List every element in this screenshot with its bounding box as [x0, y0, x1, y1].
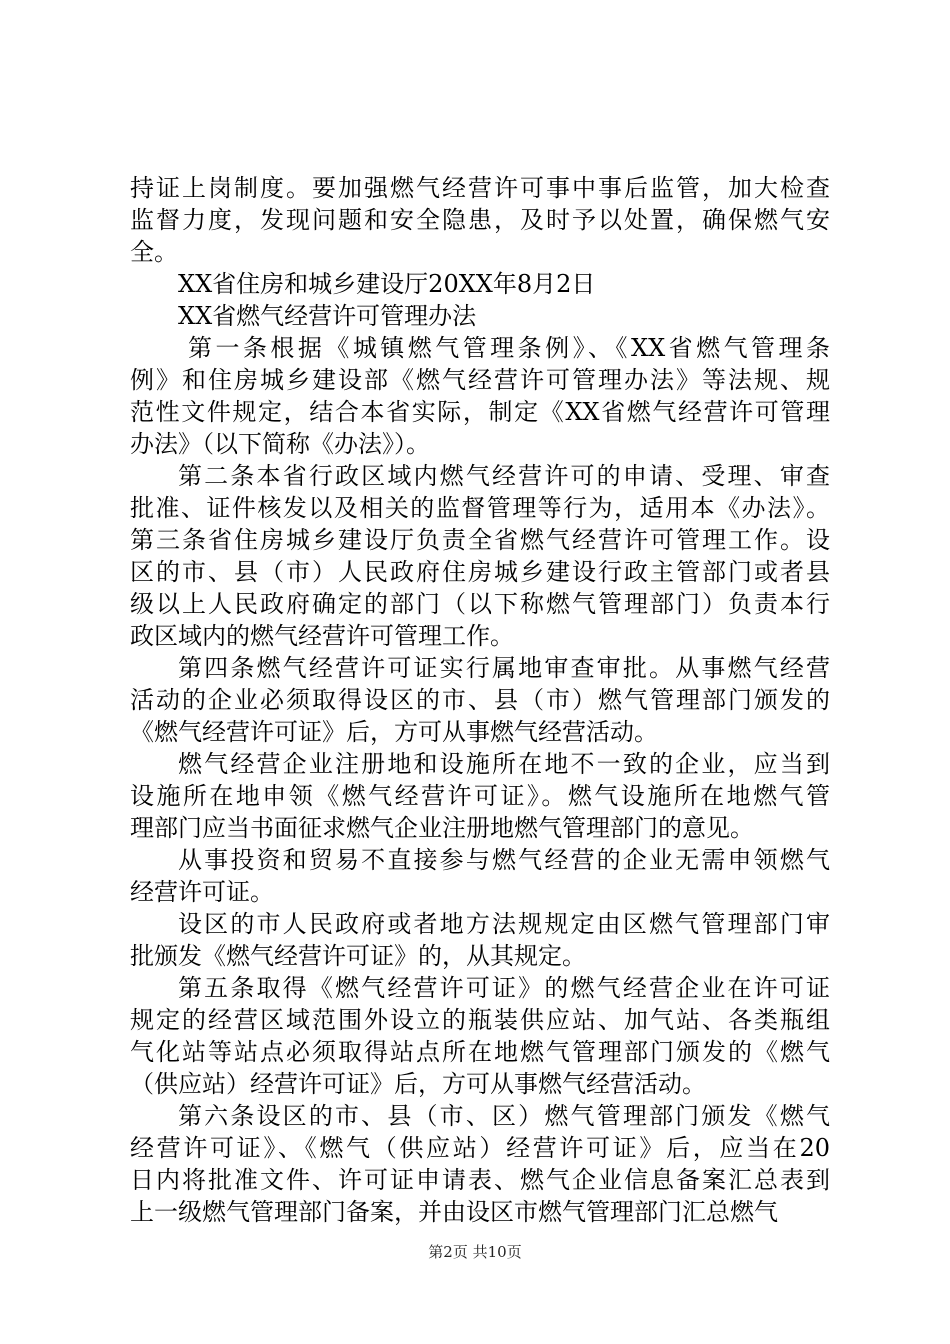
text-line: 持证上岗制度。要加强燃气经营许可事中事后监管，加大检查 [130, 174, 830, 202]
text-line: 第六条设区的市、县（市、区）燃气管理部门颁发《燃气 [178, 1102, 830, 1130]
paragraph [130, 972, 830, 1100]
text-line: 全。 [130, 238, 178, 266]
page-number: 第2页 共10页 [428, 1243, 522, 1261]
text-line: 办法》（以下简称《办法》）。 [130, 430, 430, 458]
paragraph [130, 268, 830, 300]
text-line: 设区的市人民政府或者地方法规规定由区燃气管理部门审 [178, 910, 830, 938]
text-line: 规定的经营区域范围外设立的瓶装供应站、加气站、各类瓶组 [130, 1006, 830, 1034]
text-line: 理部门应当书面征求燃气企业注册地燃气管理部门的意见。 [130, 814, 754, 842]
text-line: 范性文件规定，结合本省实际，制定《XX省燃气经营许可管理 [130, 398, 830, 426]
paragraph [130, 1100, 830, 1228]
paragraph [130, 908, 830, 972]
text-line: 监督力度，发现问题和安全隐患，及时予以处置，确保燃气安 [130, 206, 830, 234]
text-line: 经营许可证》、《燃气（供应站）经营许可证》后，应当在20 [130, 1134, 830, 1162]
paragraph [130, 652, 830, 748]
text-line: 第二条本省行政区域内燃气经营许可的申请、受理、审查 [178, 462, 830, 490]
text-line: 批准、证件核发以及相关的监督管理等行为，适用本《办法》。 [130, 494, 830, 522]
text-line: 活动的企业必须取得设区的市、县（市）燃气管理部门颁发的 [130, 686, 830, 714]
text-line: 燃气经营企业注册地和设施所在地不一致的企业，应当到 [178, 750, 830, 778]
text-line: XX省住房和城乡建设厅20XX年8月2日 [178, 270, 596, 298]
text-line: 从事投资和贸易不直接参与燃气经营的企业无需申领燃气 [178, 846, 830, 874]
paragraph [130, 172, 830, 268]
text-line: 例》和住房城乡建设部《燃气经营许可管理办法》等法规、规 [130, 366, 830, 394]
text-line: 设施所在地申领《燃气经营许可证》。燃气设施所在地燃气管 [130, 782, 830, 810]
document-body [130, 172, 830, 1228]
paragraph [130, 748, 830, 844]
text-line: 经营许可证。 [130, 878, 274, 906]
text-line: 批颁发《燃气经营许可证》的，从其规定。 [130, 942, 586, 970]
text-line: 气化站等站点必须取得站点所在地燃气管理部门颁发的《燃气 [130, 1038, 830, 1066]
text-line: 第五条取得《燃气经营许可证》的燃气经营企业在许可证 [178, 974, 830, 1002]
text-line: （供应站）经营许可证》后，方可从事燃气经营活动。 [130, 1070, 706, 1098]
text-line: 区的市、县（市）人民政府住房城乡建设行政主管部门或者县 [130, 558, 830, 586]
text-line: 第一条根据《城镇燃气管理条例》、《XX省燃气管理条 [188, 334, 830, 362]
text-line: 级以上人民政府确定的部门（以下称燃气管理部门）负责本行 [130, 590, 830, 618]
paragraph [130, 332, 830, 460]
paragraph [130, 460, 830, 652]
paragraph [130, 300, 830, 332]
text-line: XX省燃气经营许可管理办法 [178, 302, 477, 330]
text-line: 《燃气经营许可证》后，方可从事燃气经营活动。 [130, 718, 658, 746]
text-line: 政区域内的燃气经营许可管理工作。 [130, 622, 514, 650]
text-line: 日内将批准文件、许可证申请表、燃气企业信息备案汇总表到 [130, 1166, 830, 1194]
paragraph [130, 844, 830, 908]
page-footer [0, 1242, 950, 1262]
text-line: 第三条省住房城乡建设厅负责全省燃气经营许可管理工作。设 [130, 526, 830, 554]
text-line: 第四条燃气经营许可证实行属地审查审批。从事燃气经营 [178, 654, 830, 682]
text-line: 上一级燃气管理部门备案，并由设区市燃气管理部门汇总燃气 [130, 1198, 778, 1226]
